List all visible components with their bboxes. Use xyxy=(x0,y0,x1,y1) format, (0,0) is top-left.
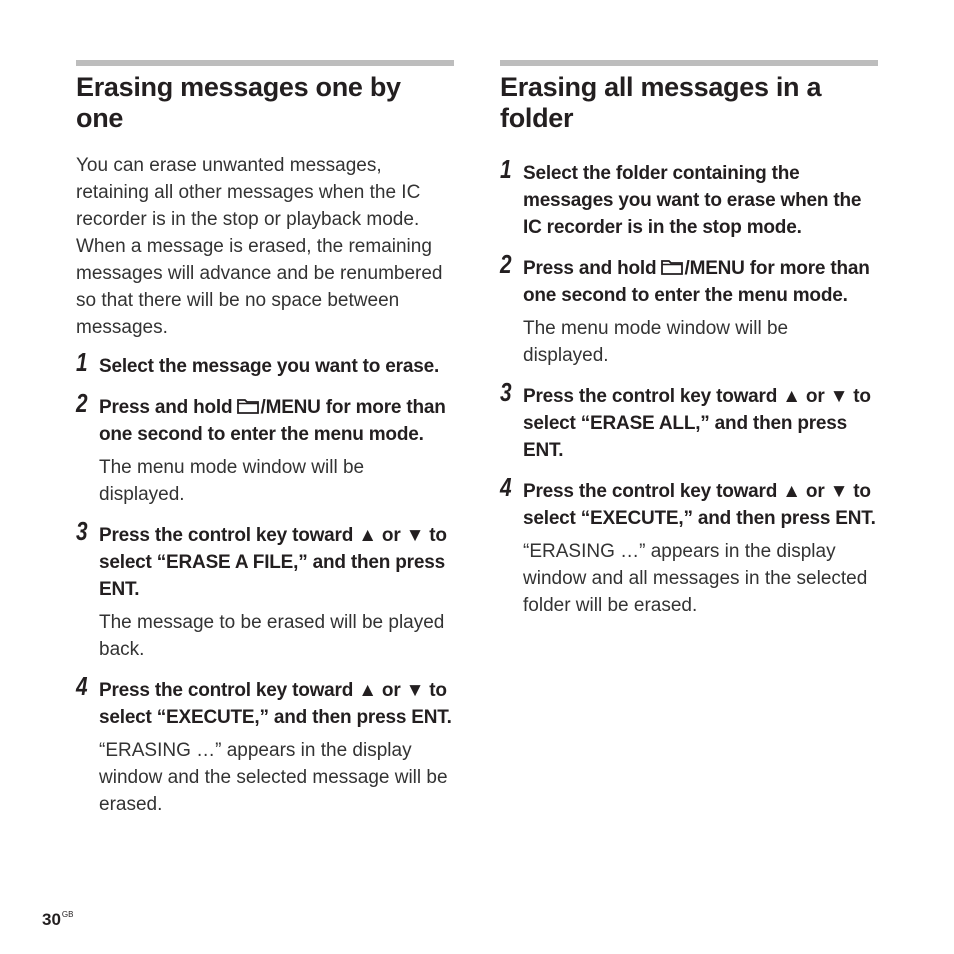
step-instruction: Select the folder containing the messages you want to erase when the IC recorder is in the stop mode. xyxy=(523,163,862,238)
step-number: 3 xyxy=(500,377,512,407)
folder-icon xyxy=(661,256,683,272)
section-rule xyxy=(500,60,878,66)
step-1 xyxy=(76,347,454,380)
step-instruction xyxy=(523,255,878,309)
step-instruction: Press the control key toward ▲ or ▼ to select “ERASE ALL,” and then press ENT. xyxy=(523,386,871,461)
step-3 xyxy=(76,516,454,663)
step-note: “ERASING …” appears in the display window and the selected message will be erased. xyxy=(99,740,448,815)
step-list xyxy=(500,154,878,619)
step-number: 1 xyxy=(76,347,88,377)
step-instruction xyxy=(99,394,454,448)
step-instruction: Press the control key toward ▲ or ▼ to select “ERASE A FILE,” and then press ENT. xyxy=(99,525,447,600)
step-number: 3 xyxy=(76,516,88,546)
step-number: 2 xyxy=(500,249,512,279)
right-column xyxy=(500,60,878,633)
step-list xyxy=(76,347,454,818)
page-number-suffix: GB xyxy=(61,910,74,919)
step-number: 4 xyxy=(76,671,88,701)
step-2 xyxy=(500,249,878,369)
step-note: The menu mode window will be displayed. xyxy=(99,457,365,505)
step-note: The menu mode window will be displayed. xyxy=(523,318,789,366)
step-number: 1 xyxy=(500,154,512,184)
step-number: 4 xyxy=(500,472,512,502)
step-instruction: Press the control key toward ▲ or ▼ to select “EXECUTE,” and then press ENT. xyxy=(523,481,876,529)
instruction-text: Press and hold xyxy=(99,397,238,418)
instruction-text: /MENU for more than one second to enter the menu mode. xyxy=(99,397,446,445)
step-instruction: Press the control key toward ▲ or ▼ to select “EXECUTE,” and then press ENT. xyxy=(99,680,452,728)
step-number: 2 xyxy=(76,388,88,418)
section-title: Erasing messages one by one xyxy=(76,72,401,133)
step-3 xyxy=(500,377,878,464)
step-instruction: Select the message you want to erase. xyxy=(99,356,440,377)
instruction-text: /MENU for more than one second to enter the menu mode. xyxy=(523,258,870,306)
step-note: The message to be erased will be played back. xyxy=(99,612,445,660)
intro-paragraph: You can erase unwanted messages, retaining all other messages when the IC recorder is in the stop or playback mode. When a message is erased, the remaining messages will advance and be renumbered so that there will be no space between messages. xyxy=(76,155,443,338)
step-4 xyxy=(76,671,454,818)
page-number xyxy=(42,910,73,930)
instruction-text: Press and hold xyxy=(523,258,662,279)
section-title: Erasing all messages in a folder xyxy=(500,72,822,133)
step-1 xyxy=(500,154,878,241)
folder-icon xyxy=(237,395,259,411)
left-column xyxy=(76,60,454,832)
step-2 xyxy=(76,388,454,508)
step-4 xyxy=(500,472,878,619)
step-note: “ERASING …” appears in the display window and all messages in the selected folder will be erased. xyxy=(523,541,868,616)
section-rule xyxy=(76,60,454,66)
page-number-value: 30 xyxy=(42,910,61,929)
